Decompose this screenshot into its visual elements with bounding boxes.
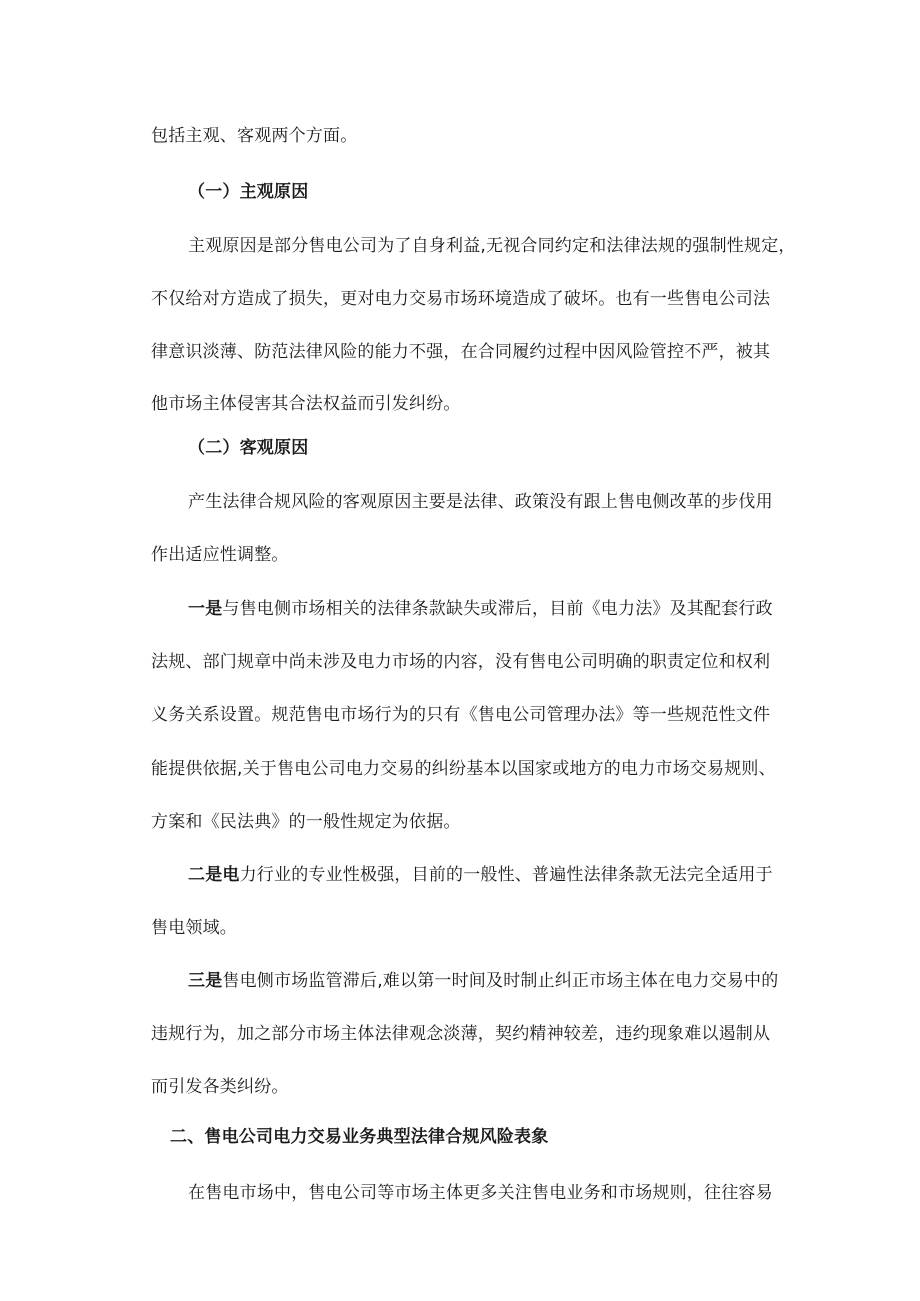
paragraph-line: 售电领域。 [151, 918, 237, 938]
point-3-lead: 三是 [188, 971, 223, 991]
intro-line: 包括主观、客观两个方面。 [151, 126, 358, 146]
point-1-text: 与售电侧市场相关的法律条款缺失或滞后，目前《电力法》及其配套行政 [222, 599, 773, 619]
point-1-lead: 一是 [188, 599, 223, 619]
paragraph-line: 能提供依据,关于售电公司电力交易的纠纷基本以国家或地方的电力市场交易规则、 [151, 759, 776, 779]
paragraph-line: 产生法律合规风险的客观原因主要是法律、政策没有跟上售电侧改革的步伐用 [188, 492, 773, 512]
paragraph-line: 他市场主体侵害其合法权益而引发纠纷。 [151, 394, 461, 414]
paragraph-line: 不仅给对方造成了损失，更对电力交易市场环境造成了破坏。也有一些售电公司法 [151, 289, 771, 309]
paragraph-line: 而引发各类纠纷。 [151, 1077, 289, 1097]
paragraph-line: 法规、部门规章中尚未涉及电力市场的内容，没有售电公司明确的职责定位和权利 [151, 652, 771, 672]
paragraph-line: 律意识淡薄、防范法律风险的能力不强，在合同履约过程中因风险管控不严，被其 [151, 342, 771, 362]
point-3-text: 售电侧市场监管滞后,难以第一时间及时制止纠正市场主体在电力交易中的 [222, 971, 779, 991]
point-3-first-line [188, 969, 778, 993]
paragraph-line: 作出适应性调整。 [151, 545, 289, 565]
paragraph-line: 违规行为，加之部分市场主体法律观念淡薄，契约精神较差，违约现象难以遏制从 [151, 1024, 771, 1044]
paragraph-line: 方案和《民法典》的一般性规定为依据。 [151, 812, 461, 832]
section-heading-subjective: （一）主观原因 [188, 182, 309, 202]
point-2-first-line [188, 863, 773, 887]
paragraph-line: 义务关系设置。规范售电市场行为的只有《售电公司管理办法》等一些规范性文件 [151, 705, 771, 725]
point-1-first-line [188, 597, 773, 621]
section-heading-objective: （二）客观原因 [188, 438, 309, 458]
paragraph-line: 在售电市场中，售电公司等市场主体更多关注售电业务和市场规则，往往容易 [188, 1183, 773, 1203]
point-2-text: 力行业的专业性极强，目前的一般性、普遍性法律条款无法完全适用于 [239, 865, 773, 885]
point-2-lead: 二是电 [188, 865, 240, 885]
chapter-heading: 二、售电公司电力交易业务典型法律合规风险表象 [170, 1127, 549, 1147]
paragraph-line: 主观原因是部分售电公司为了自身利益,无视合同约定和法律法规的强制性规定， [188, 236, 796, 256]
